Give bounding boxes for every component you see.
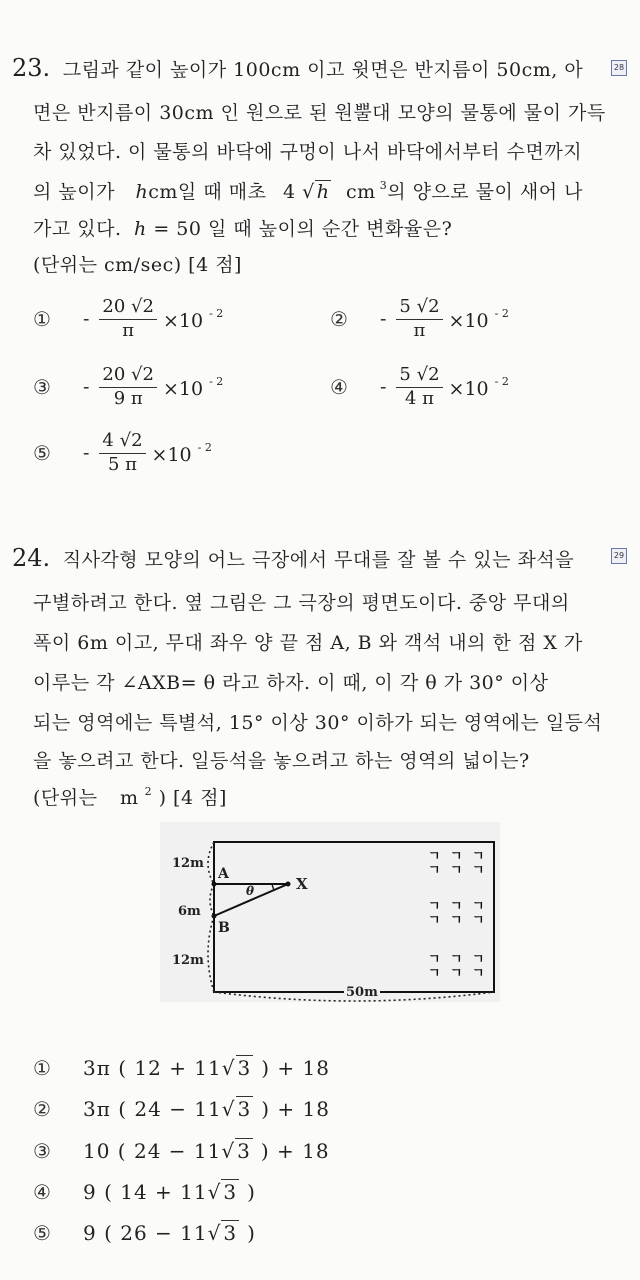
choice-expr-post: ) + 18 [261, 1097, 330, 1121]
choice-expr-post: ) + 18 [260, 1139, 330, 1163]
choice-expr-pre: 3π ( 24 − 11 [83, 1097, 222, 1121]
q24-line-2: 구별하려고 한다. 옆 그림은 그 극장의 평면도이다. 중앙 무대의 [33, 592, 570, 614]
q23-choice-2[interactable] [330, 296, 509, 342]
choice-sign: - [380, 376, 387, 398]
choice-mark: ① [33, 307, 51, 331]
q23-l4-rad: h [316, 181, 330, 203]
label-point-b: B [218, 920, 230, 936]
q23-l5-a: 가고 있다. [33, 218, 122, 240]
q23-page-badge: 28 [611, 60, 627, 76]
num-coef: 5 [399, 296, 411, 317]
q24-unit-a: (단위는 [33, 787, 98, 809]
point-b-dot [212, 914, 217, 919]
seat-icon: ㄱ [450, 913, 463, 928]
denominator: 5 π [107, 454, 137, 475]
sqrt-3: √ 3 [221, 1097, 252, 1121]
q23-line-5 [33, 214, 452, 241]
label-12m-top: 12m [172, 856, 204, 871]
times-ten: ×10 [151, 443, 192, 466]
radicand: 3 [237, 1097, 252, 1121]
q24-unit-b: ) [4 점] [158, 787, 227, 809]
label-point-x: X [296, 875, 308, 893]
exponent: - 2 [209, 306, 224, 320]
q24-choice-4[interactable] [33, 1180, 256, 1204]
theater-floor-plan [160, 822, 500, 1002]
q24-unit-m: m [120, 787, 139, 809]
q24-line-3: 폭이 6m 이고, 무대 좌우 양 끝 점 A, B 와 객석 내의 한 점 X 가 [33, 632, 583, 654]
num-rad: 2 [428, 296, 440, 317]
label-6m: 6m [178, 904, 201, 919]
seat-icon: ㄱ [428, 863, 441, 878]
seat-icon: ㄱ [472, 899, 485, 914]
label-theta: θ [246, 884, 255, 898]
q23-l4-d: cm [346, 181, 376, 203]
fraction: $\frac{5 √2}{\pi}$ [396, 296, 442, 342]
q23-choice-1[interactable] [33, 296, 223, 342]
q23-text-line-1: 그림과 같이 높이가 100cm 이고 윗면은 반지름이 50cm, 아 [62, 59, 584, 81]
seat-icon: ㄱ [472, 966, 485, 981]
q24-page-badge: 29 [611, 548, 627, 564]
seat-icon: ㄱ [428, 966, 441, 981]
choice-sign: - [83, 442, 90, 464]
times-ten: ×10 [448, 377, 489, 400]
seat-icon: ㄱ [428, 952, 441, 967]
radicand: 3 [223, 1180, 238, 1204]
choice-expr-pre: 10 ( 24 − 11 [83, 1139, 222, 1163]
choice-mark: ⑤ [33, 441, 51, 465]
q23-l5-b: = 50 일 때 높이의 순간 변화율은? [153, 218, 453, 240]
radicand: 3 [237, 1139, 251, 1163]
choice-sign: - [83, 376, 90, 398]
q24-unit-exp: 2 [144, 785, 153, 798]
choice-mark: ⑤ [33, 1221, 51, 1245]
seat-icon: ㄱ [450, 849, 463, 864]
fraction: $\frac{20 √2}{\pi}$ [99, 296, 157, 342]
exponent: - 2 [209, 374, 224, 388]
q23-line-3: 차 있었다. 이 물통의 바닥에 구멍이 나서 바닥에서부터 수면까지 [33, 141, 583, 163]
q24-line-6: 을 놓으려고 한다. 일등석을 놓으려고 하는 영역의 넓이는? [33, 750, 530, 772]
times-ten: ×10 [162, 377, 204, 400]
fraction: $\frac{4 √2}{5 \pi}$ [99, 430, 145, 476]
choice-expr-pre: 9 ( 14 + 11 [83, 1180, 208, 1204]
num-coef: 20 [102, 296, 126, 317]
q23-l5-h: h [134, 218, 147, 240]
denominator: 9 π [113, 388, 143, 409]
fraction: $\frac{20 √2}{9 \pi}$ [99, 364, 157, 410]
exponent: - 2 [197, 440, 212, 454]
q23-line-4 [33, 177, 583, 204]
seat-grid [428, 849, 485, 981]
label-point-a: A [218, 866, 229, 882]
q23-line-1 [12, 54, 583, 82]
times-ten: ×10 [162, 309, 204, 332]
q23-line-2: 면은 반지름이 30cm 인 원으로 된 원뿔대 모양의 물통에 물이 가득 [33, 102, 606, 124]
floor-plan-svg [160, 822, 500, 1002]
sqrt-h: √ h [302, 181, 330, 203]
q23-choice-4[interactable] [330, 364, 509, 410]
denominator: π [413, 320, 426, 341]
q23-choice-3[interactable] [33, 364, 223, 410]
choice-expr-post: ) [247, 1221, 256, 1245]
choice-expr-post: ) + 18 [261, 1056, 330, 1080]
choice-mark: ③ [33, 1139, 51, 1163]
q24-choice-5[interactable] [33, 1221, 256, 1245]
choice-mark: ④ [330, 375, 348, 399]
num-rad: 2 [142, 364, 154, 385]
seat-icon: ㄱ [472, 952, 485, 967]
seat-icon: ㄱ [450, 966, 463, 981]
point-x-dot [286, 882, 291, 887]
label-12m-bot: 12m [172, 953, 204, 968]
sqrt-3: √ 3 [207, 1221, 238, 1245]
choice-mark: ③ [33, 375, 51, 399]
num-rad: 2 [131, 430, 143, 451]
q23-unit-line: (단위는 cm/sec) [4 점] [33, 254, 242, 276]
radicand: 3 [237, 1056, 252, 1080]
q24-line-5: 되는 영역에는 특별석, 15° 이상 30° 이하가 되는 영역에는 일등석 [33, 712, 603, 734]
q24-choice-2[interactable] [33, 1097, 330, 1121]
sqrt-3: √ 3 [207, 1180, 238, 1204]
choice-mark: ② [33, 1097, 51, 1121]
q23-l4-e: 의 양으로 물이 새어 나 [387, 181, 584, 203]
label-50m: 50m [346, 985, 378, 1000]
sqrt-3: √ 3 [221, 1139, 251, 1163]
q23-choice-5[interactable] [33, 430, 212, 476]
q24-line-4: 이루는 각 ∠AXB= θ 라고 하자. 이 때, 이 각 θ 가 30° 이상 [33, 672, 549, 694]
denominator: 4 π [404, 388, 434, 409]
q24-choice-3[interactable] [33, 1139, 330, 1163]
q24-unit-line [33, 783, 227, 810]
num-rad: 2 [428, 364, 440, 385]
q23-l4-exp: 3 [379, 179, 388, 192]
q23-l4-c: 4 [282, 181, 296, 203]
seat-icon: ㄱ [472, 863, 485, 878]
choice-sign: - [83, 308, 90, 330]
seat-icon: ㄱ [472, 849, 485, 864]
fraction: $\frac{5 √2}{4 \pi}$ [396, 364, 442, 410]
q23-l4-a: 의 높이가 [33, 181, 115, 203]
q23-l4-b: cm일 때 매초 [148, 181, 267, 203]
num-coef: 4 [102, 430, 114, 451]
choice-expr-pre: 9 ( 26 − 11 [83, 1221, 208, 1245]
choice-expr-post: ) [247, 1180, 256, 1204]
seat-icon: ㄱ [472, 913, 485, 928]
q24-text-line-1: 직사각형 모양의 어느 극장에서 무대를 잘 볼 수 있는 좌석을 [62, 549, 575, 571]
choice-mark: ② [330, 307, 348, 331]
q23-l4-h: h [135, 181, 149, 203]
radicand: 3 [223, 1221, 238, 1245]
point-a-dot [212, 882, 217, 887]
denominator: π [122, 320, 135, 341]
seat-icon: ㄱ [450, 952, 463, 967]
seat-icon: ㄱ [450, 899, 463, 914]
choice-mark: ④ [33, 1180, 51, 1204]
q24-number: 24. [12, 544, 51, 572]
exponent: - 2 [494, 374, 509, 388]
num-coef: 5 [399, 364, 411, 385]
q24-choice-1[interactable] [33, 1056, 330, 1080]
seat-icon: ㄱ [428, 913, 441, 928]
seat-icon: ㄱ [428, 899, 441, 914]
num-coef: 20 [102, 364, 126, 385]
q24-line-1 [12, 544, 574, 572]
exponent: - 2 [494, 306, 509, 320]
choice-expr-pre: 3π ( 12 + 11 [83, 1056, 222, 1080]
choice-sign: - [380, 308, 387, 330]
seat-icon: ㄱ [450, 863, 463, 878]
choice-mark: ① [33, 1056, 51, 1080]
num-rad: 2 [142, 296, 154, 317]
seat-icon: ㄱ [428, 849, 441, 864]
times-ten: ×10 [448, 309, 489, 332]
sqrt-3: √ 3 [221, 1056, 252, 1080]
q23-number: 23. [12, 54, 51, 82]
